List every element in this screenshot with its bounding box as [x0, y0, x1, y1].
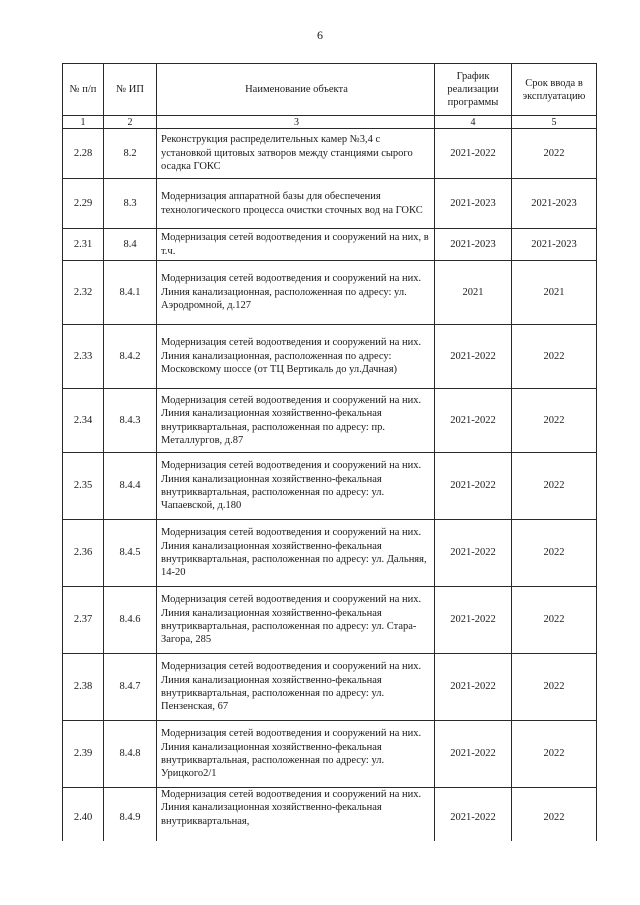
row-term: 2022 [512, 788, 597, 842]
row-ip: 8.4.6 [104, 587, 157, 654]
row-name: Модернизация сетей водоотведения и сооружений на них. Линия канализационная хозяйственно-фекальная внутриквартальная, расположенная по адресу: пр. Металлургов, д.87 [157, 389, 435, 453]
row-ip: 8.4.2 [104, 325, 157, 389]
row-term: 2022 [512, 325, 597, 389]
row-term: 2021-2023 [512, 179, 597, 229]
table-row [63, 179, 597, 229]
row-ip: 8.4.1 [104, 261, 157, 325]
row-term: 2022 [512, 587, 597, 654]
row-schedule: 2021-2022 [435, 654, 512, 721]
page-number: 6 [317, 28, 323, 42]
table-header-row [63, 64, 597, 116]
table-row [63, 325, 597, 389]
column-index: 2 [104, 116, 157, 129]
row-num: 2.36 [63, 520, 104, 587]
row-name: Модернизация сетей водоотведения и сооружений на них. Линия канализационная хозяйственно-фекальная внутриквартальная, расположенная по адресу: ул. Пензенская, 67 [157, 654, 435, 721]
row-term: 2022 [512, 129, 597, 179]
row-name: Модернизация аппаратной базы для обеспечения технологического процесса очистки сточных вод на ГОКС [157, 179, 435, 229]
row-ip: 8.4.8 [104, 721, 157, 788]
row-term: 2022 [512, 721, 597, 788]
row-schedule: 2021-2022 [435, 587, 512, 654]
row-num: 2.28 [63, 129, 104, 179]
row-ip: 8.4.7 [104, 654, 157, 721]
table-row [63, 229, 597, 261]
row-num: 2.40 [63, 788, 104, 842]
row-name: Модернизация сетей водоотведения и сооружений на них. Линия канализационная хозяйственно-фекальная внутриквартальная, расположенная по адресу: ул. Стара-Загора, 285 [157, 587, 435, 654]
table-row [63, 587, 597, 654]
row-ip: 8.4.3 [104, 389, 157, 453]
row-schedule: 2021-2022 [435, 453, 512, 520]
investment-program-table [62, 63, 597, 841]
column-index: 1 [63, 116, 104, 129]
row-term: 2021 [512, 261, 597, 325]
row-name: Модернизация сетей водоотведения и сооружений на них. Линия канализационная, расположенная по адресу: Московскому шоссе (от ТЦ Вертикаль до ул.Дачная) [157, 325, 435, 389]
row-name: Модернизация сетей водоотведения и сооружений на них, в т.ч. [157, 229, 435, 261]
row-ip: 8.4.5 [104, 520, 157, 587]
column-index-row [63, 116, 597, 129]
row-num: 2.31 [63, 229, 104, 261]
row-ip: 8.2 [104, 129, 157, 179]
column-index: 3 [157, 116, 435, 129]
row-term: 2022 [512, 389, 597, 453]
row-term: 2022 [512, 520, 597, 587]
row-name: Модернизация сетей водоотведения и сооружений на них. Линия канализационная хозяйственно-фекальная внутриквартальная, [157, 788, 435, 842]
row-name: Модернизация сетей водоотведения и сооружений на них. Линия канализационная хозяйственно-фекальная внутриквартальная, расположенная по адресу: ул. Чапаевской, д.180 [157, 453, 435, 520]
row-num: 2.32 [63, 261, 104, 325]
header-num: № п/п [63, 64, 104, 116]
row-num: 2.38 [63, 654, 104, 721]
row-schedule: 2021 [435, 261, 512, 325]
row-ip: 8.4 [104, 229, 157, 261]
column-index: 4 [435, 116, 512, 129]
row-name: Модернизация сетей водоотведения и сооружений на них. Линия канализационная, расположенная по адресу: ул. Аэродромной, д.127 [157, 261, 435, 325]
row-num: 2.33 [63, 325, 104, 389]
row-schedule: 2021-2022 [435, 721, 512, 788]
row-num: 2.37 [63, 587, 104, 654]
row-name: Модернизация сетей водоотведения и сооружений на них. Линия канализационная хозяйственно-фекальная внутриквартальная, расположенная по адресу: ул. Урицкого2/1 [157, 721, 435, 788]
row-schedule: 2021-2022 [435, 389, 512, 453]
row-name: Реконструкция распределительных камер №3,4 с установкой щитовых затворов между станциями сырого осадка ГОКС [157, 129, 435, 179]
row-schedule: 2021-2023 [435, 179, 512, 229]
row-num: 2.34 [63, 389, 104, 453]
row-schedule: 2021-2023 [435, 229, 512, 261]
row-schedule: 2021-2022 [435, 788, 512, 842]
column-index: 5 [512, 116, 597, 129]
row-num: 2.35 [63, 453, 104, 520]
row-schedule: 2021-2022 [435, 520, 512, 587]
table-row [63, 389, 597, 453]
row-name: Модернизация сетей водоотведения и сооружений на них. Линия канализационная хозяйственно-фекальная внутриквартальная, расположенная по адресу: ул. Дальняя, 14-20 [157, 520, 435, 587]
row-ip: 8.4.4 [104, 453, 157, 520]
row-num: 2.29 [63, 179, 104, 229]
header-term: Срок ввода в эксплуатацию [512, 64, 597, 116]
row-term: 2022 [512, 654, 597, 721]
table-row [63, 654, 597, 721]
row-ip: 8.3 [104, 179, 157, 229]
row-term: 2022 [512, 453, 597, 520]
header-name: Наименование объекта [157, 64, 435, 116]
row-ip: 8.4.9 [104, 788, 157, 842]
row-num: 2.39 [63, 721, 104, 788]
header-ip: № ИП [104, 64, 157, 116]
table-row [63, 788, 597, 842]
table-row [63, 261, 597, 325]
row-schedule: 2021-2022 [435, 129, 512, 179]
table-row [63, 520, 597, 587]
table-row [63, 453, 597, 520]
table-row [63, 721, 597, 788]
header-schedule: График реализации программы [435, 64, 512, 116]
row-schedule: 2021-2022 [435, 325, 512, 389]
row-term: 2021-2023 [512, 229, 597, 261]
table-row [63, 129, 597, 179]
